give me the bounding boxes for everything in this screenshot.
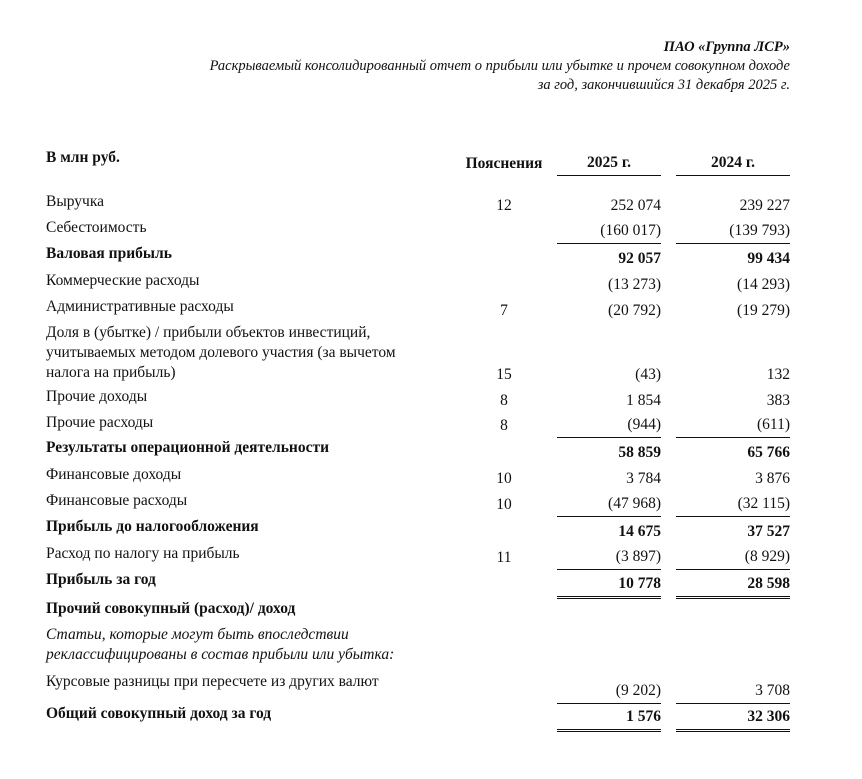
row-note: 12	[496, 197, 512, 214]
row-value-2025: 1 576	[557, 704, 661, 732]
row-label: Прочие доходы	[46, 388, 148, 405]
row-label: Финансовые расходы	[46, 492, 188, 509]
row-note	[460, 672, 548, 704]
row-label: Финансовые доходы	[46, 466, 182, 483]
row-value-2024	[676, 625, 790, 672]
row-value-2025: 1 854	[626, 392, 661, 409]
row-label: Прочий совокупный (расход)/ доход	[46, 600, 296, 617]
row-label: Валовая прибыль	[46, 245, 172, 262]
table-row	[46, 491, 790, 517]
row-value-2024: 3 876	[755, 470, 790, 487]
row-value-2025: (20 792)	[608, 302, 661, 319]
table-row	[46, 297, 790, 323]
row-value-2025: (9 202)	[557, 672, 661, 704]
row-value-2025: (944)	[557, 413, 661, 438]
table-row	[46, 517, 790, 544]
report-title: Раскрываемый консолидированный отчет о прибыли или убытке и прочем совокупном доходе	[209, 58, 790, 74]
row-label: Себестоимость	[46, 219, 147, 236]
row-label: Общий совокупный доход за год	[46, 705, 272, 722]
row-value-2025: 10 778	[557, 570, 661, 599]
row-label: Доля в (убытке) / прибыли объектов инвестиций, учитываемых методом долевого участия (за вычетом налога на прибыль)	[46, 324, 396, 381]
income-statement-table	[46, 148, 790, 732]
row-note: 15	[496, 366, 512, 383]
row-label: Коммерческие расходы	[46, 272, 200, 289]
table-row	[46, 704, 790, 732]
row-value-2025: (3 897)	[557, 544, 661, 570]
table-row	[46, 271, 790, 297]
company-name: ПАО «Группа ЛСР»	[663, 39, 790, 55]
table-row	[46, 625, 790, 672]
row-value-2025: (13 273)	[608, 276, 661, 293]
row-value-2024: 383	[766, 392, 790, 409]
row-label: Прибыль за год	[46, 571, 156, 588]
table-row	[46, 438, 790, 465]
table-row	[46, 192, 790, 218]
row-note	[460, 218, 548, 244]
row-label: Прибыль до налогообложения	[46, 518, 259, 535]
row-label: Выручка	[46, 193, 105, 210]
table-row	[46, 599, 790, 625]
column-header-2025: 2025 г.	[557, 148, 661, 176]
row-note	[460, 625, 548, 672]
table-row	[46, 465, 790, 491]
row-note	[460, 704, 548, 732]
row-value-2025: (160 017)	[557, 218, 661, 244]
row-value-2024: 37 527	[747, 523, 790, 540]
table-row	[46, 413, 790, 438]
row-note: 11	[496, 549, 512, 566]
row-value-2024: 65 766	[747, 444, 790, 461]
row-note: 8	[500, 417, 508, 434]
row-value-2024: (139 793)	[676, 218, 790, 244]
row-value-2025: 14 675	[618, 523, 661, 540]
row-note: 7	[500, 302, 508, 319]
table-header-row	[46, 148, 790, 176]
row-value-2025: 252 074	[610, 197, 661, 214]
row-value-2025	[557, 625, 661, 672]
report-header	[210, 38, 790, 95]
table-row	[46, 387, 790, 413]
row-label: Прочие расходы	[46, 414, 154, 431]
row-label: Расход по налогу на прибыль	[46, 545, 240, 562]
row-value-2024: 3 708	[676, 672, 790, 704]
row-value-2025	[557, 599, 661, 625]
row-note: 8	[500, 392, 508, 409]
row-value-2025: (47 968)	[557, 491, 661, 517]
row-value-2025: (43)	[635, 366, 661, 383]
column-header-units: В млн руб.	[46, 149, 120, 166]
row-label: Результаты операционной деятельности	[46, 439, 330, 456]
row-value-2025: 58 859	[618, 444, 661, 461]
row-note	[460, 271, 548, 297]
row-note	[460, 517, 548, 544]
table-row	[46, 218, 790, 244]
table-row	[46, 323, 790, 387]
row-value-2024: (611)	[676, 413, 790, 438]
column-header-notes: Пояснения	[465, 155, 543, 172]
row-note	[460, 599, 548, 625]
row-value-2024: (19 279)	[737, 302, 790, 319]
row-note	[460, 570, 548, 599]
row-value-2024: 99 434	[747, 250, 790, 267]
table-row	[46, 544, 790, 570]
row-value-2024: 239 227	[739, 197, 790, 214]
row-value-2025: 92 057	[618, 250, 661, 267]
row-note: 10	[496, 496, 512, 513]
column-header-2024: 2024 г.	[676, 148, 790, 176]
row-value-2024: 32 306	[676, 704, 790, 732]
row-note: 10	[496, 470, 512, 487]
row-value-2024	[676, 599, 790, 625]
row-label: Административные расходы	[46, 298, 234, 315]
row-label: Статьи, которые могут быть впоследствии реклассифицированы в состав прибыли или убытка:	[46, 626, 395, 663]
table-row	[46, 672, 790, 704]
row-value-2024: (14 293)	[737, 276, 790, 293]
row-note	[460, 244, 548, 271]
table-row	[46, 570, 790, 599]
report-period: за год, закончившийся 31 декабря 2025 г.	[537, 77, 790, 93]
table-row	[46, 244, 790, 271]
row-note	[460, 438, 548, 465]
row-value-2024: (32 115)	[676, 491, 790, 517]
row-value-2024: 28 598	[676, 570, 790, 599]
row-value-2024: (8 929)	[676, 544, 790, 570]
row-value-2024: 132	[766, 366, 790, 383]
row-label: Курсовые разницы при пересчете из других валют	[46, 673, 379, 690]
row-value-2025: 3 784	[626, 470, 661, 487]
